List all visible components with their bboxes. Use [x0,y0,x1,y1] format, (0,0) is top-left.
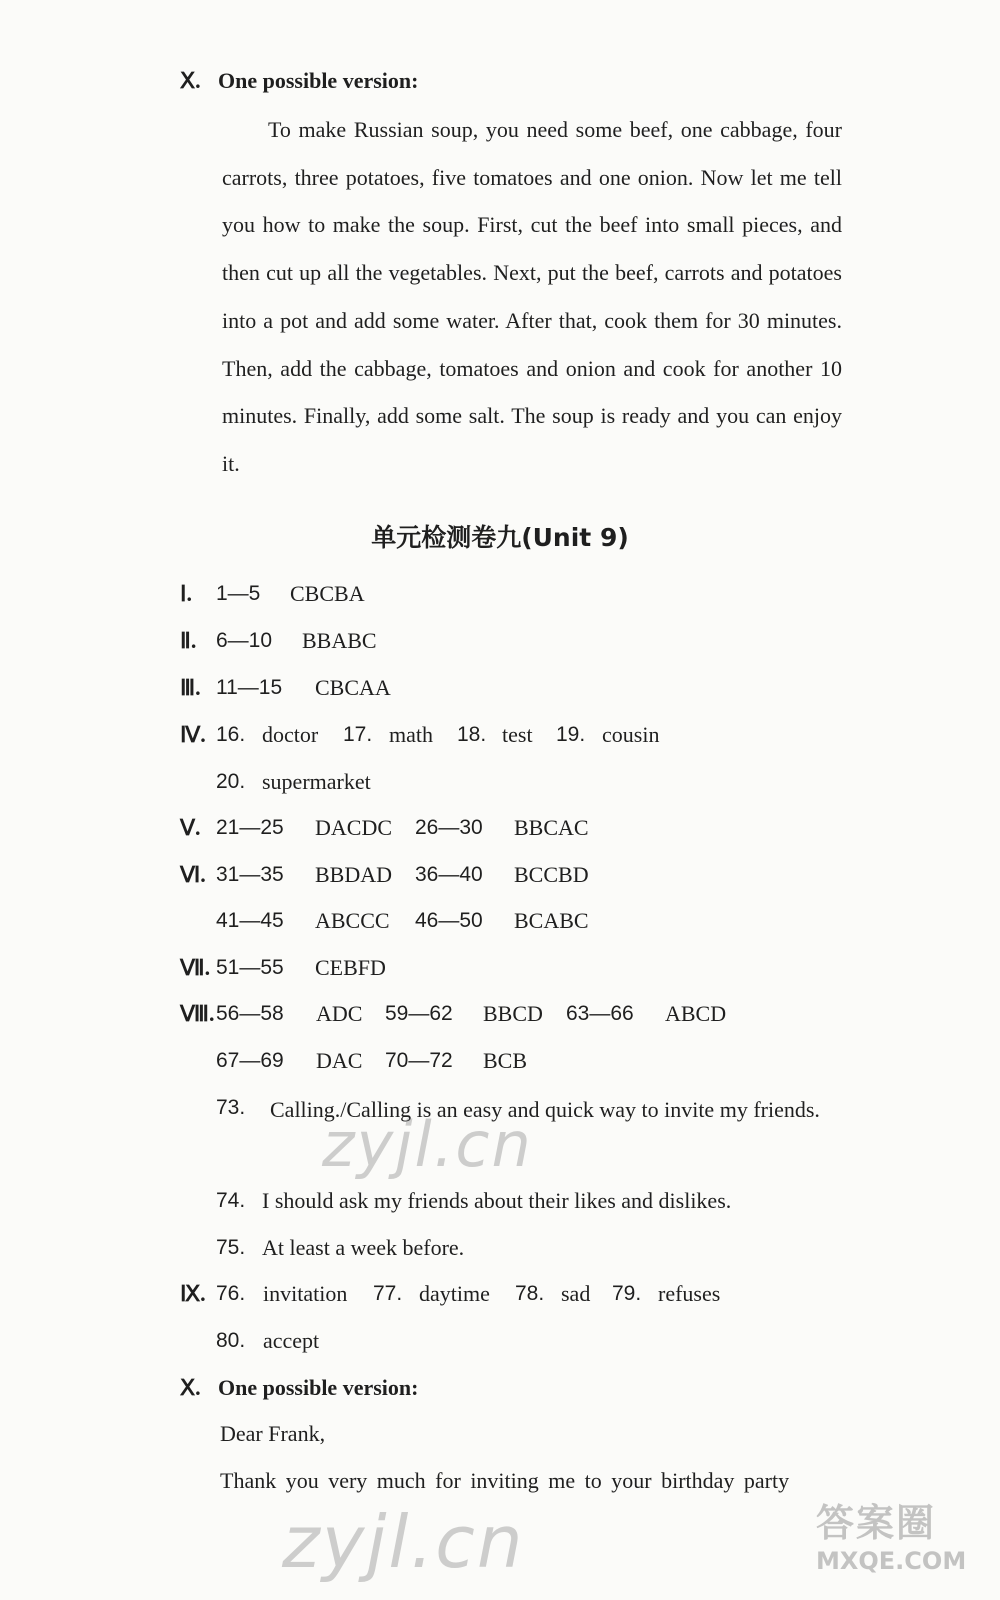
answer-letters: CBCAA [315,675,391,700]
answer-letters: ABCCC [315,908,390,933]
section-label: Ⅹ. [180,68,201,93]
question-number: 78. [515,1282,545,1305]
answer-word: test [502,722,533,747]
section-label: Ⅹ. [180,1375,201,1400]
answer-letters: DAC [316,1048,363,1073]
answer-range: 21—25 [216,816,284,839]
answer-letters: CBCBA [290,581,365,606]
roman-label: Ⅰ. [180,581,192,606]
question-number: 73. [216,1096,246,1119]
watermark-mid: zyjl.cn [322,1108,533,1181]
question-number: 77. [373,1282,403,1305]
answer-range: 70—72 [385,1049,453,1072]
watermark-logo [816,1492,986,1592]
answer-letters: ABCD [665,1001,727,1026]
answer-word: accept [263,1328,320,1353]
question-number: 20. [216,770,246,793]
answer-letters: BCB [483,1048,528,1073]
question-number: 17. [343,723,373,746]
question-number: 18. [457,723,487,746]
answer-word: cousin [602,722,660,747]
roman-label: Ⅴ. [180,815,201,840]
unit-title: 单元检测卷九(Unit 9) [371,523,629,552]
answer-letters: BBABC [302,628,377,653]
roman-label: Ⅷ. [180,1001,215,1026]
answer-letters: BCABC [514,908,589,933]
answer-letters: ADC [316,1001,363,1026]
question-number: 16. [216,723,246,746]
answer-word: sad [561,1281,591,1306]
answer-range: 1—5 [216,582,261,605]
letter-greeting: Dear Frank, [220,1421,326,1446]
answer-range: 63—66 [566,1002,634,1025]
answer-range: 51—55 [216,956,284,979]
roman-label: Ⅸ. [180,1281,206,1306]
answer-sentence: I should ask my friends about their likes and dislikes. [262,1188,732,1213]
answer-word: refuses [658,1281,721,1306]
answer-range: 56—58 [216,1002,284,1025]
q73-answer: Calling./Calling is an easy and quick way to invite my friends. [270,1097,820,1122]
answer-letters: DACDC [315,815,393,840]
answer-range: 41—45 [216,909,284,932]
section-heading: One possible version: [218,1375,419,1400]
answer-range: 46—50 [415,909,483,932]
answer-word: invitation [263,1281,348,1306]
answer-word: supermarket [262,769,371,794]
answer-range: 31—35 [216,863,284,886]
roman-label: Ⅵ. [180,862,206,887]
essay-russian-soup [222,106,842,488]
letter-text: Thank you very much for inviting me to your birthday party [220,1468,790,1493]
watermark-logo-top: 答案圈 [816,1501,937,1545]
question-number: 74. [216,1189,246,1212]
answer-range: 6—10 [216,629,273,652]
answer-letters: BBDAD [315,862,393,887]
roman-label: Ⅲ. [180,675,201,700]
roman-label: Ⅱ. [180,628,197,653]
answer-letters: BCCBD [514,862,589,887]
answer-range: 36—40 [415,863,483,886]
answer-range: 59—62 [385,1002,453,1025]
answer-letters: BBCD [483,1001,543,1026]
roman-label: Ⅶ. [180,955,211,980]
answer-word: daytime [419,1281,490,1306]
answer-range: 26—30 [415,816,483,839]
answer-letters: BBCAC [514,815,589,840]
question-number: 79. [612,1282,642,1305]
watermark-bottom: zyjl.cn [282,1500,525,1584]
answer-word: doctor [262,722,319,747]
essay-text: To make Russian soup, you need some beef, one cabbage, four carrots, three potatoes, five tomatoes and one onion. Now let me tell you how to make the soup. First, cut the beef into small pieces, and then cut up all the vegetables. Next, put the beef, carrots and potatoes into a pot and add some water. After that, cook them for 30 minutes. Then, add the cabbage, tomatoes and onion and cook for another 10 minutes. Finally, add some salt. The soup is ready and you can enjoy it. [222,117,842,476]
watermark-logo-bottom: MXQE.COM [816,1547,967,1575]
answer-range: 67—69 [216,1049,284,1072]
answer-sentence: At least a week before. [262,1235,465,1260]
section-heading: One possible version: [218,68,419,93]
question-number: 76. [216,1282,246,1305]
answer-letters: CEBFD [315,955,386,980]
answer-range: 11—15 [216,676,283,699]
roman-label: Ⅳ. [180,722,206,747]
question-number: 75. [216,1236,246,1259]
question-number: 19. [556,723,586,746]
answer-word: math [389,722,433,747]
question-number: 80. [216,1329,246,1352]
